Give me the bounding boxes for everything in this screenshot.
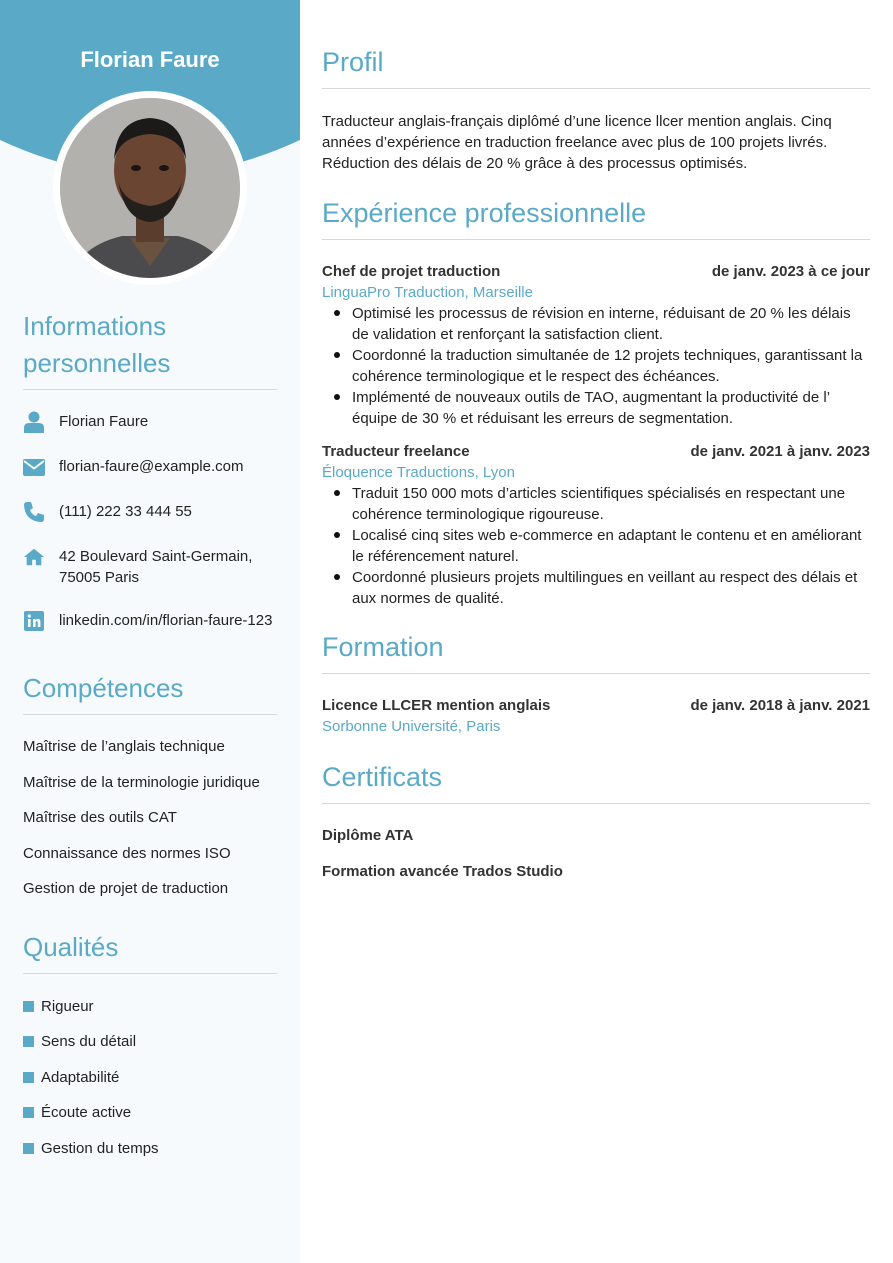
job-bullets: [322, 483, 870, 609]
certificate-item: Diplôme ATA: [322, 827, 414, 844]
contact-linkedin-row: [23, 610, 283, 632]
job-bullet: Traduit 150 000 mots d’articles scientifiques spécialisés en respectant une cohérence terminologique rigoureuse.: [322, 483, 870, 525]
square-bullet-icon: [23, 1072, 34, 1083]
qualities-title: Qualités: [23, 932, 119, 962]
square-bullet-icon: [23, 1001, 34, 1012]
education-degree: Licence LLCER mention anglais: [322, 697, 551, 714]
job-header: [322, 263, 870, 280]
skill-item: Connaissance des normes ISO: [23, 845, 231, 862]
quality-item: [23, 1033, 136, 1050]
qualities-rule: [23, 973, 277, 974]
job-bullet: Coordonné plusieurs projets multilingues en veillant au respect des délais et aux normes de qualité.: [322, 567, 870, 609]
education-school: Sorbonne Université, Paris: [322, 718, 501, 735]
envelope-icon: [23, 456, 45, 478]
quality-label: Adaptabilité: [41, 1069, 120, 1086]
skill-item: Gestion de projet de traduction: [23, 880, 229, 897]
quality-label: Rigueur: [41, 998, 94, 1015]
profile-rule: [322, 88, 870, 89]
contact-phone-row: [23, 501, 283, 523]
quality-item: [23, 1140, 159, 1157]
job-bullet: Coordonné la traduction simultanée de 12 projets techniques, garantissant la cohérence terminologique et le respect des échéances.: [322, 345, 870, 387]
certificate-item: Formation avancée Trados Studio: [322, 863, 563, 880]
square-bullet-icon: [23, 1143, 34, 1154]
experience-rule: [322, 239, 870, 240]
education-dates: de janv. 2018 à janv. 2021: [690, 697, 870, 714]
job-organization: LinguaPro Traduction, Marseille: [322, 284, 533, 301]
personal-info-rule: [23, 389, 277, 390]
job-role: Chef de projet traduction: [322, 263, 501, 280]
square-bullet-icon: [23, 1036, 34, 1047]
contact-name-row: [23, 411, 283, 433]
certificates-title: Certificats: [322, 762, 443, 792]
quality-item: [23, 1104, 131, 1121]
skills-title: Compétences: [23, 673, 184, 703]
square-bullet-icon: [23, 1107, 34, 1118]
profile-title: Profil: [322, 47, 384, 77]
certificates-rule: [322, 803, 870, 804]
contact-address-row: [23, 546, 283, 588]
job-organization: Éloquence Traductions, Lyon: [322, 464, 515, 481]
contact-email-row: [23, 456, 283, 478]
phone-icon: [23, 501, 45, 523]
quality-label: Gestion du temps: [41, 1140, 159, 1157]
header-name: Florian Faure: [80, 47, 220, 72]
quality-item: [23, 998, 94, 1015]
contact-address: 42 Boulevard Saint-Germain, 75005 Paris: [59, 548, 253, 586]
linkedin-icon: [23, 610, 45, 632]
job-dates: de janv. 2023 à ce jour: [711, 263, 870, 280]
skill-item: Maîtrise des outils CAT: [23, 809, 177, 826]
quality-item: [23, 1069, 119, 1086]
contact-email[interactable]: florian-faure@example.com: [59, 458, 244, 475]
user-icon: [23, 411, 45, 433]
sidebar: [0, 0, 300, 1263]
job-bullet: Optimisé les processus de révision en interne, réduisant de 20 % les délais de validation et renforçant la satisfaction client.: [322, 303, 870, 345]
education-rule: [322, 673, 870, 674]
job-role: Traducteur freelance: [322, 443, 470, 460]
skill-item: Maîtrise de la terminologie juridique: [23, 774, 260, 791]
profile-photo: [60, 98, 240, 278]
education-header: [322, 697, 870, 714]
education-title: Formation: [322, 632, 444, 662]
job-bullets: [322, 303, 870, 429]
job-bullet: Implémenté de nouveaux outils de TAO, augmentant la productivité de l’ équipe de 30 % et réduisant les erreurs de segmentation.: [322, 387, 870, 429]
skill-item: Maîtrise de l’anglais technique: [23, 738, 225, 755]
contact-name: Florian Faure: [59, 413, 149, 430]
profile-text: Traducteur anglais-français diplômé d’une licence llcer mention anglais. Cinq années d’expérience en traduction freelance avec plus de 100 projets livrés. Réduction des délais de 20 % grâce à des processus optimisés.: [322, 113, 832, 172]
job-bullet: Localisé cinq sites web e-commerce en adaptant le contenu et en améliorant le référencement naturel.: [322, 525, 870, 567]
skills-rule: [23, 714, 277, 715]
contact-phone: (111) 222 33 444 55: [59, 503, 192, 520]
personal-info-title: Informations personnelles: [23, 311, 171, 378]
experience-title: Expérience professionnelle: [322, 198, 647, 228]
job-header: [322, 443, 870, 460]
job-dates: de janv. 2021 à janv. 2023: [690, 443, 870, 460]
quality-label: Écoute active: [41, 1104, 132, 1121]
home-icon: [23, 546, 45, 568]
quality-label: Sens du détail: [41, 1033, 137, 1050]
contact-linkedin[interactable]: linkedin.com/in/florian-faure-123: [59, 612, 273, 629]
